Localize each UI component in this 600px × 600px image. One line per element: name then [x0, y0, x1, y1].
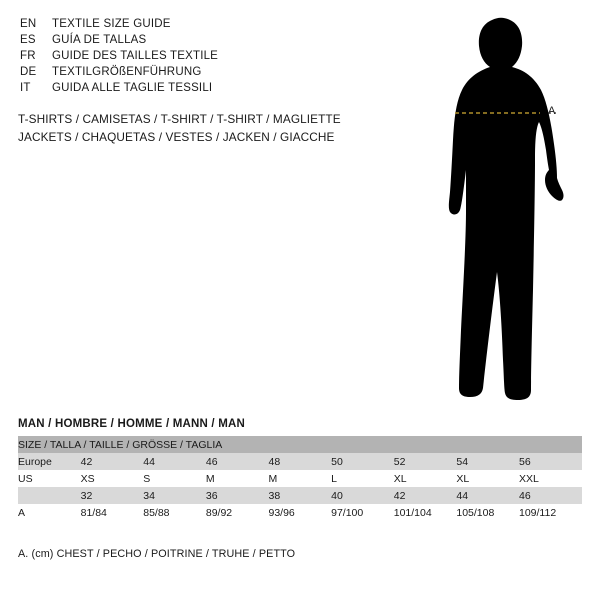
row-cell: 38	[269, 487, 332, 504]
table-title: MAN / HOMBRE / HOMME / MANN / MAN	[18, 418, 246, 430]
row-label: US	[18, 470, 81, 487]
category-tshirts: T-SHIRTS / CAMISETAS / T-SHIRT / T-SHIRT / MAGLIETTE	[18, 112, 341, 126]
language-list	[20, 18, 360, 98]
row-cell: 34	[143, 487, 206, 504]
row-label	[18, 487, 81, 504]
male-silhouette-icon	[400, 10, 600, 410]
row-cell: 101/104	[394, 504, 457, 521]
row-cell: 50	[331, 453, 394, 470]
row-cell: 48	[269, 453, 332, 470]
size-table-area	[18, 418, 582, 521]
language-title: GUIDA ALLE TAGLIE TESSILI	[52, 82, 213, 94]
row-label: A	[18, 504, 81, 521]
language-code: FR	[20, 50, 36, 62]
table-header-label: SIZE / TALLA / TAILLE / GRÖSSE / TAGLIA	[18, 436, 582, 453]
row-cell: 109/112	[519, 504, 582, 521]
row-cell: 42	[394, 487, 457, 504]
language-title: GUIDE DES TAILLES TEXTILE	[52, 50, 219, 62]
language-code: IT	[20, 82, 31, 94]
language-code: EN	[20, 18, 37, 30]
language-row	[20, 82, 360, 98]
language-title: TEXTILGRÖßENFÜHRUNG	[52, 66, 202, 78]
row-cell: 105/108	[456, 504, 519, 521]
row-cell: 56	[519, 453, 582, 470]
size-table	[18, 436, 582, 521]
row-cell: XS	[81, 470, 144, 487]
table-row	[18, 487, 582, 504]
language-row	[20, 50, 360, 66]
row-cell: M	[269, 470, 332, 487]
table-row	[18, 504, 582, 521]
language-title: GUÍA DE TALLAS	[52, 34, 147, 46]
footnote: A. (cm) CHEST / PECHO / POITRINE / TRUHE / PETTO	[18, 548, 296, 560]
row-cell: 81/84	[81, 504, 144, 521]
row-cell: 89/92	[206, 504, 269, 521]
language-row	[20, 66, 360, 82]
row-cell: 42	[81, 453, 144, 470]
row-cell: 93/96	[269, 504, 332, 521]
male-figure-illustration	[400, 10, 600, 410]
language-code: ES	[20, 34, 36, 46]
table-row	[18, 453, 582, 470]
row-cell: 40	[331, 487, 394, 504]
language-title: TEXTILE SIZE GUIDE	[52, 18, 171, 30]
row-cell: 36	[206, 487, 269, 504]
row-cell: 44	[456, 487, 519, 504]
row-cell: XL	[394, 470, 457, 487]
language-code: DE	[20, 66, 37, 78]
row-cell: 85/88	[143, 504, 206, 521]
row-cell: M	[206, 470, 269, 487]
category-jackets: JACKETS / CHAQUETAS / VESTES / JACKEN / GIACCHE	[18, 130, 335, 144]
row-cell: XXL	[519, 470, 582, 487]
language-row	[20, 34, 360, 50]
language-row	[20, 18, 360, 34]
table-row	[18, 470, 582, 487]
row-cell: 46	[519, 487, 582, 504]
table-header-row	[18, 436, 582, 453]
category-list	[18, 110, 378, 146]
row-cell: 32	[81, 487, 144, 504]
row-cell: XL	[456, 470, 519, 487]
chest-measure-label: A	[548, 105, 556, 117]
row-cell: S	[143, 470, 206, 487]
row-cell: 52	[394, 453, 457, 470]
row-cell: 54	[456, 453, 519, 470]
row-label: Europe	[18, 453, 81, 470]
row-cell: L	[331, 470, 394, 487]
row-cell: 97/100	[331, 504, 394, 521]
row-cell: 46	[206, 453, 269, 470]
row-cell: 44	[143, 453, 206, 470]
